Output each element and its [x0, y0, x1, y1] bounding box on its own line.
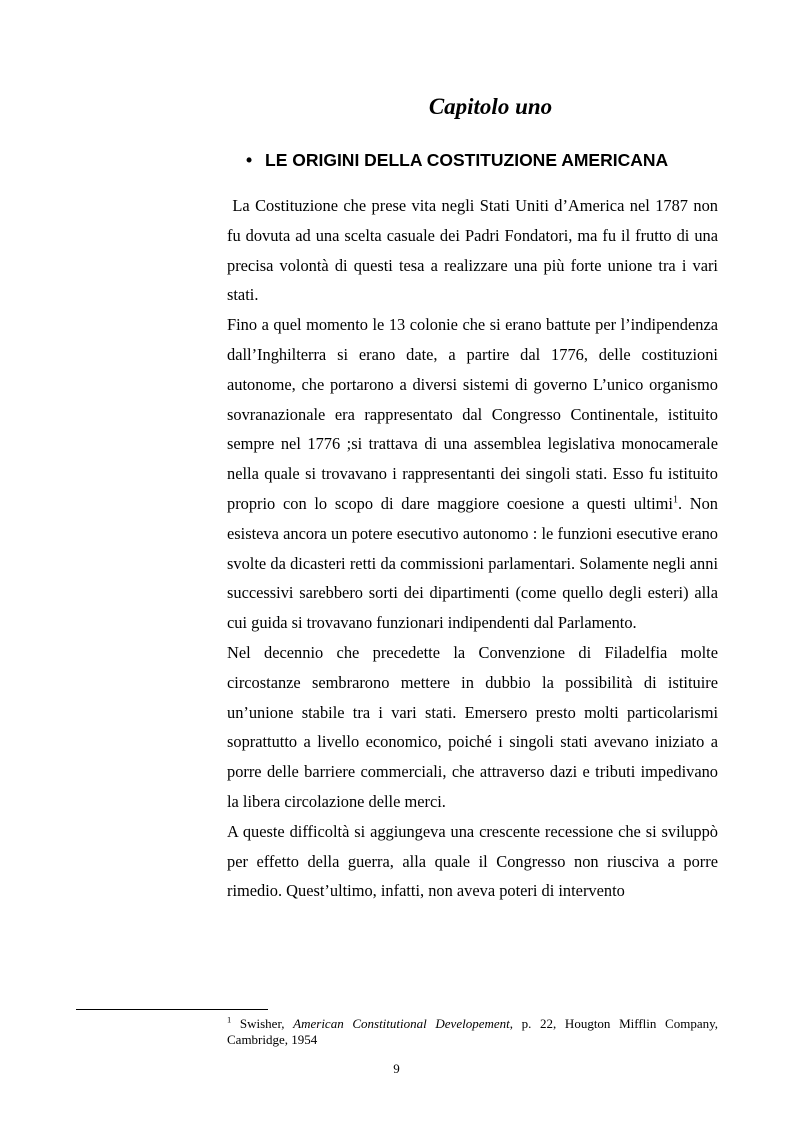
paragraph-2-part-b: . Non esisteva ancora un potere esecutivo autonomo : le funzioni esecutive erano svolte da dicasteri retti da commissioni parlamentari. Solamente negli anni successivi sarebbero sorti dei dipartimenti (come quello degli esteri) alla cui guida si trovavano funzionari indipendenti dal Parlamento.: [227, 493, 718, 633]
section-heading: [246, 150, 668, 171]
paragraph-1: La Costituzione che prese vita negli Stati Uniti d’America nel 1787 non fu dovuta ad una scelta casuale dei Padri Fondatori, ma fu il frutto di una precisa volontà di questi tesa a realizzare una più forte unione tra i vari stati.: [227, 196, 718, 305]
chapter-title: Capitolo uno: [428, 94, 553, 119]
footnote-author: Swisher,: [231, 1016, 294, 1031]
footnote-work-title: American Constitutional Developement: [293, 1016, 510, 1031]
bullet-icon: •: [246, 150, 253, 170]
footnote-number: 1: [227, 1014, 232, 1025]
paragraph-4: A queste difficoltà si aggiungeva una crescente recessione che si sviluppò per effetto della guerra, alla quale il Congresso non riusciva a porre rimedio. Quest’ultimo, infatti, non aveva poteri di intervento: [227, 821, 718, 901]
page-number: 9: [393, 1061, 400, 1076]
section-heading-text: LE ORIGINI DELLA COSTITUZIONE AMERICANA: [265, 150, 669, 170]
footnote-details: , p. 22, Hougton Mifflin Company, Cambridge, 1954: [227, 1016, 718, 1047]
paragraph-3: Nel decennio che precedette la Convenzione di Filadelfia molte circostanze sembrarono mettere in dubbio la possibilità di istituire un’unione stabile tra i vari stati. Emersero presto molti particolarismi soprattutto a livello economico, poiché i singoli stati avevano iniziato a porre delle barriere commerciali, che attraverso dazi e tributi impedivano la libera circolazione delle merci.: [227, 642, 718, 811]
footnote: [227, 1016, 718, 1048]
body-text: [227, 191, 718, 906]
paragraph-2-part-a: Fino a quel momento le 13 colonie che si erano battute per l’indipendenza dall’Inghilterra si erano date, a partire dal 1776, delle costituzioni autonome, che portarono a diversi sistemi di governo L’unico organismo sovranazionale era rappresentato dal Congresso Continentale, istituito sempre nel 1776 ;si trattava di una assemblea legislativa monocamerale nella quale si trovavano i rappresentanti dei singoli stati. Esso fu istituito proprio con lo scopo di dare maggiore coesione a questi ultimi: [227, 315, 718, 513]
footnote-divider: [76, 1009, 268, 1010]
paragraph-2: [227, 310, 718, 638]
footnote-reference: 1: [672, 494, 678, 506]
